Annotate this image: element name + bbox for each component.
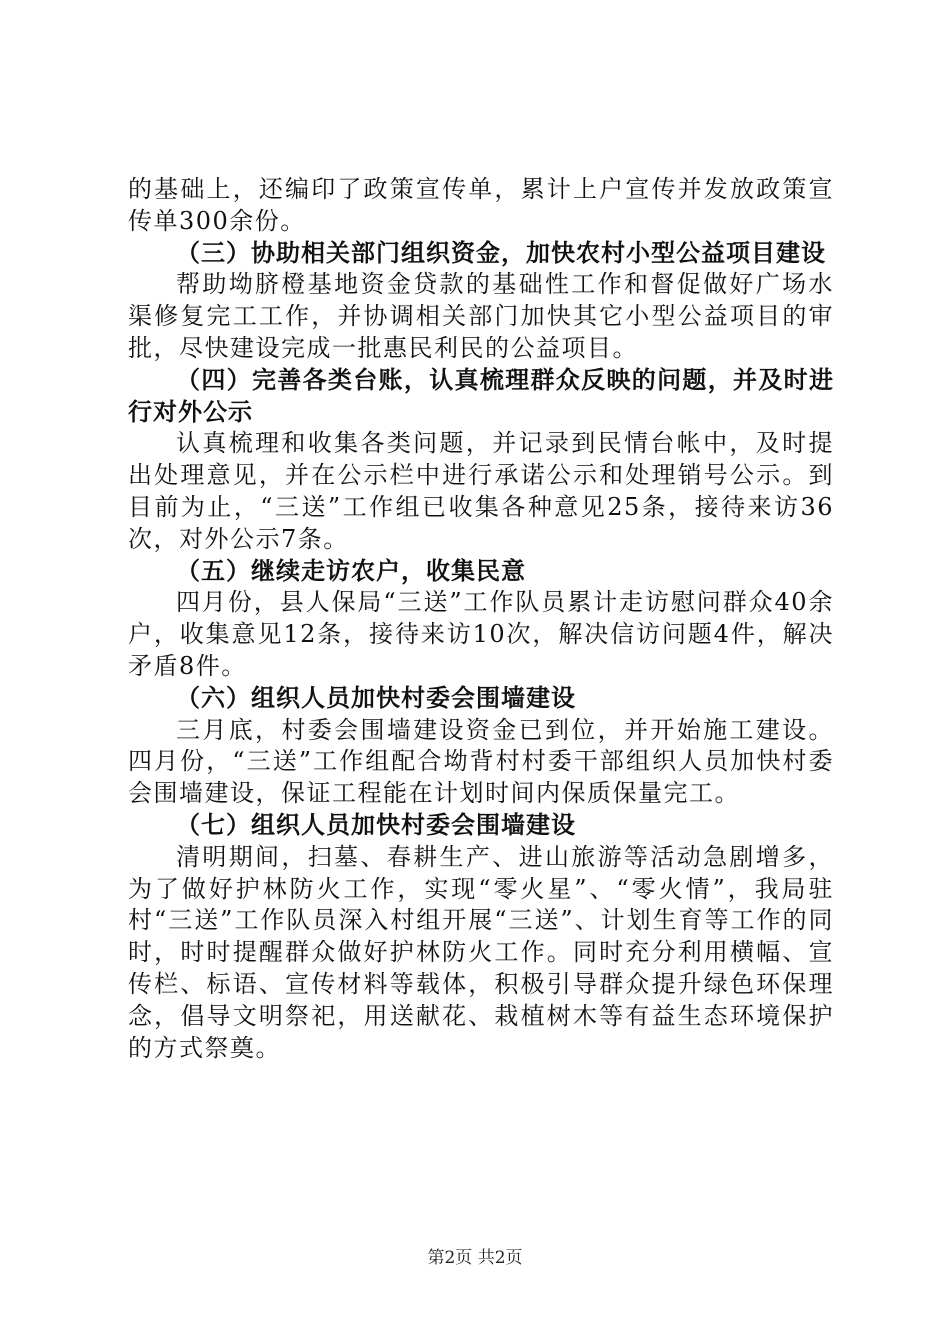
- section-heading-4: （四）完善各类台账，认真梳理群众反映的问题，并及时进行对外公示: [128, 365, 834, 426]
- paragraph-section-6: 三月底，村委会围墙建设资金已到位，并开始施工建设。四月份，“三送”工作组配合坳背村村委干部组织人员加快村委会围墙建设，保证工程能在计划时间内保质保量完工。: [128, 715, 834, 808]
- section-heading-6: （六）组织人员加快村委会围墙建设: [176, 683, 576, 712]
- paragraph-continued: 的基础上，还编印了政策宣传单，累计上户宣传并发放政策宣传单300余份。: [128, 175, 834, 235]
- section-heading-5: （五）继续走访农户，收集民意: [176, 556, 526, 585]
- document-body: [128, 174, 834, 1064]
- paragraph-section-3: 帮助坳脐橙基地资金贷款的基础性工作和督促做好广场水渠修复完工工作，并协调相关部门加快其它小型公益项目的审批，尽快建设完成一批惠民利民的公益项目。: [128, 270, 834, 362]
- paragraph-section-4: 认真梳理和收集各类问题，并记录到民情台帐中，及时提出处理意见，并在公示栏中进行承诺公示和处理销号公示。到目前为止，“三送”工作组已收集各种意见25条，接待来访36次，对外公示7条。: [128, 429, 834, 553]
- page-number-footer: 第2页 共2页: [427, 1248, 523, 1268]
- paragraph-section-5: 四月份，县人保局“三送”工作队员累计走访慰问群众40余户，收集意见12条，接待来访10次，解决信访问题4件，解决矛盾8件。: [128, 588, 834, 680]
- section-heading-7: （七）组织人员加快村委会围墙建设: [176, 810, 576, 839]
- paragraph-section-7: 清明期间，扫墓、春耕生产、进山旅游等活动急剧增多，为了做好护林防火工作，实现“零火星”、“零火情”，我局驻村“三送”工作队员深入村组开展“三送”、计划生育等工作的同时，时时提醒群众做好护林防火工作。同时充分利用横幅、宣传栏、标语、宣传材料等载体，积极引导群众提升绿色环保理念，倡导文明祭祀，用送献花、栽植树木等有益生态环境保护的方式祭奠。: [128, 842, 834, 1062]
- section-heading-3: （三）协助相关部门组织资金，加快农村小型公益项目建设: [176, 238, 826, 267]
